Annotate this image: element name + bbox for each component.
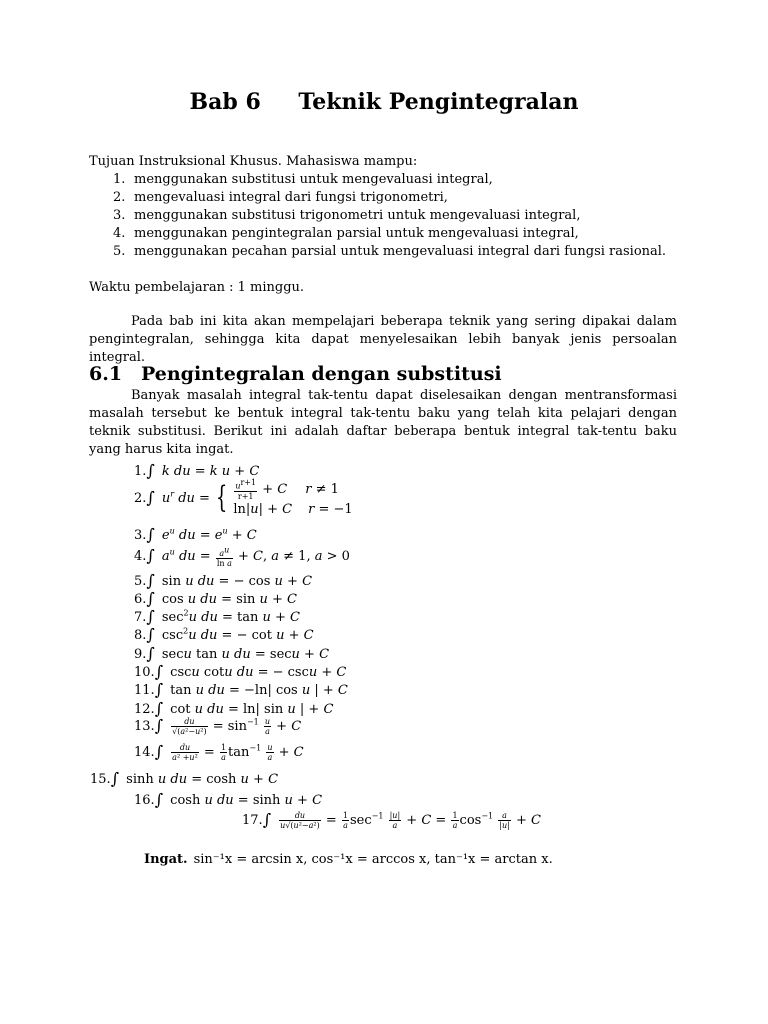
formula-15: 15.∫ sinh u du = cosh u + C <box>90 769 279 788</box>
note-label: Ingat. <box>144 852 188 867</box>
formula-1: 1.∫ k du = k u + C <box>134 461 260 480</box>
formula-8: 8.∫ $\csc^2u$ du = − cot u + C <box>134 625 314 644</box>
objective-item: 2. mengevaluasi integral dari fungsi trigonometri, <box>113 190 448 205</box>
section-title: Pengintegralan dengan substitusi <box>141 363 502 385</box>
note-text: sin⁻¹x = arcsin x, cos⁻¹x = arccos x, tan⁻¹x = arctan x. <box>193 852 553 867</box>
formula-11: 11.∫ tan u du = −ln| cos u | + C <box>134 680 348 699</box>
formula-9: 9.∫ secu tan u du = secu + C <box>134 644 330 663</box>
duration-text: Waktu pembelajaran : 1 minggu. <box>89 280 305 295</box>
formula-14: 14.∫ $\frac{du}{\text{a² +u²}}$ = $\frac{1}{a}$ $\tan^{-1}$ $\frac{u}{a}$ + C <box>134 742 304 762</box>
formula-13: 13.∫ $\frac{du}{\text{√(a²−u²)}}$ = $\sin^{-1}$ $\frac{u}{a}$ + C <box>134 716 302 736</box>
section-heading <box>89 363 502 385</box>
formula-16: 16.∫ cosh u du = sinh u + C <box>134 790 323 809</box>
formula-12: 12.∫ cot u du = ln| sin u | + C <box>134 699 334 718</box>
formula-4: 4.∫ $a^u$ du = $\frac{a^u}{\text{ln a}}$ + C, a ≠ 1, a > 0 <box>134 545 350 568</box>
formula-6: 6.∫ cos u du = sin u + C <box>134 589 297 608</box>
formula-2: 2.∫ $u^r$ du = { $\frac{u^{r+1}}{r+1}$ + C r ≠ 1 ln|u| + C r = −1 <box>134 478 353 517</box>
objective-item: 5. menggunakan pecahan parsial untuk mengevaluasi integral dari fungsi rasional. <box>113 244 667 259</box>
objectives-intro: Tujuan Instruksional Khusus. Mahasiswa mampu: <box>89 154 418 169</box>
section-number: 6.1 <box>89 363 123 385</box>
chapter-number: Bab 6 <box>189 89 261 115</box>
formula-5: 5.∫ sin u du = − cos u + C <box>134 571 313 590</box>
formula-3: 3.∫ $e^u$ du = $e^u + C$ <box>134 525 257 544</box>
formula-17: 17.∫ $\frac{du}{\text{u√(u²−a²)}}$ = $\frac{1}{a}$ $\sec^{-1}$ $\frac{|u|}{a}$ + C = $\frac{1}{a}$ $\cos^{-1}$ $\frac{a}{|u|}$ + C <box>242 810 541 830</box>
note-line <box>144 852 553 867</box>
objective-item: 3. menggunakan substitusi trigonometri untuk mengevaluasi integral, <box>113 208 581 223</box>
section-paragraph: Banyak masalah integral tak-tentu dapat diselesaikan dengan mentransformasi masalah tersebut ke bentuk integral tak-tentu baku yang telah kita pelajari dengan teknik substitusi. Berikut ini adalah daftar beberapa bentuk integral tak-tentu baku yang harus kita ingat. <box>89 388 677 457</box>
objective-item: 1. menggunakan substitusi untuk mengevaluasi integral, <box>113 172 493 187</box>
formula-10: 10.∫ cscu cotu du = − cscu + C <box>134 662 347 681</box>
objective-item: 4. menggunakan pengintegralan parsial untuk mengevaluasi integral, <box>113 226 579 241</box>
intro-paragraph: Pada bab ini kita akan mempelajari beberapa teknik yang sering dipakai dalam pengintegralan, sehingga kita dapat menyelesaikan lebih banyak jenis persoalan integral. <box>89 314 677 365</box>
chapter-heading <box>0 89 768 115</box>
chapter-title: Teknik Pengintegralan <box>298 89 579 115</box>
formula-7: 7.∫ $\sec^2u$ du = tan u + C <box>134 607 300 626</box>
